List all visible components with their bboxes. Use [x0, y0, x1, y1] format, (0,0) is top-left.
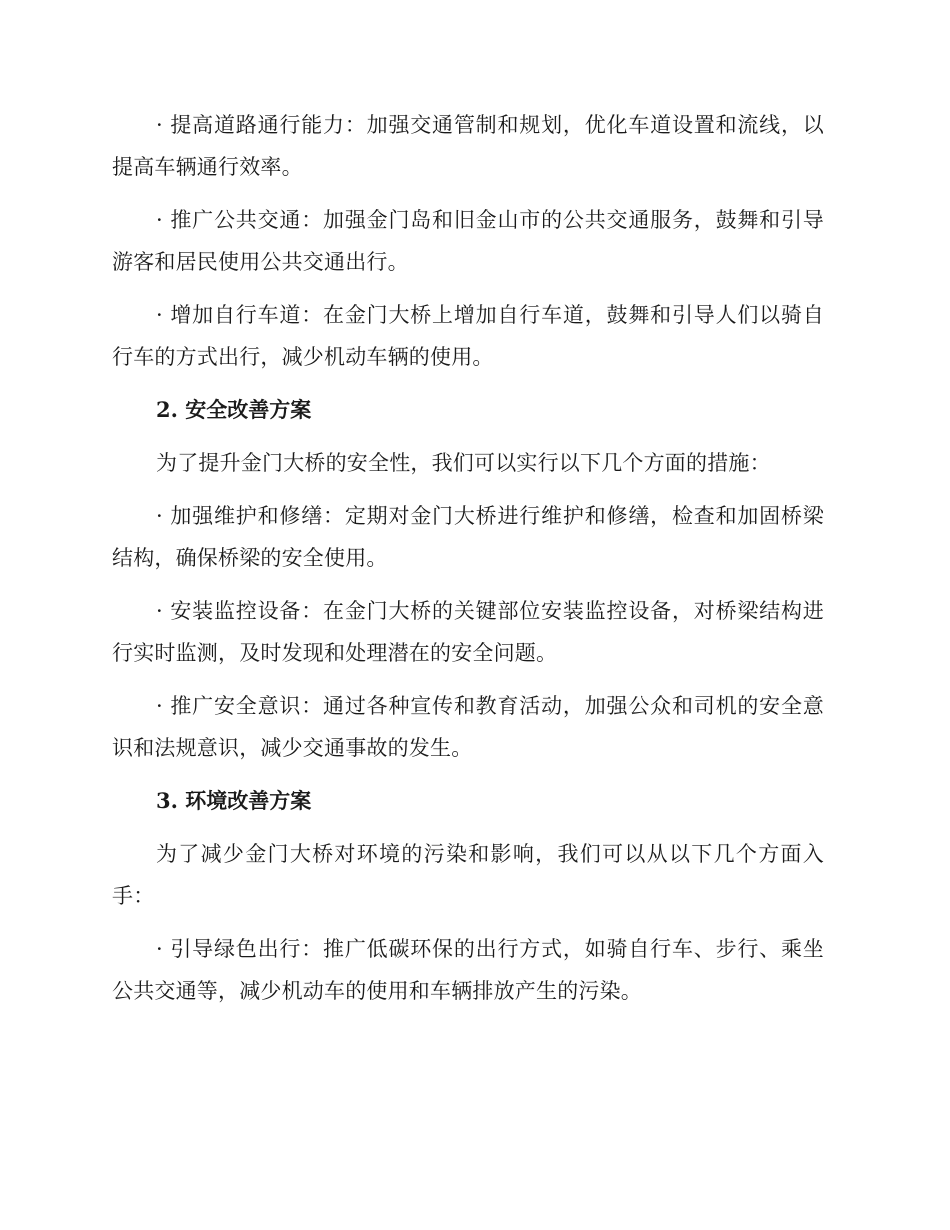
- list-item-maintenance: · 加强维护和修缮：定期对金门大桥进行维护和修缮，检查和加固桥梁结构，确保桥梁的安全使用。: [112, 504, 824, 570]
- list-item-green-travel: · 引导绿色出行：推广低碳环保的出行方式，如骑自行车、步行、乘坐公共交通等，减少机动车的使用和车辆排放产生的污染。: [112, 937, 824, 1003]
- section-intro-safety: 为了提升金门大桥的安全性，我们可以实行以下几个方面的措施：: [156, 451, 771, 475]
- section-heading-environment: 3. 环境改善方案: [156, 788, 312, 813]
- list-item-safety-awareness: · 推广安全意识：通过各种宣传和教育活动，加强公众和司机的安全意识和法规意识，减少交通事故的发生。: [112, 694, 824, 760]
- section-intro-environment: 为了减少金门大桥对环境的污染和影响，我们可以从以下几个方面入手：: [112, 842, 824, 908]
- list-item-monitoring: · 安装监控设备：在金门大桥的关键部位安装监控设备，对桥梁结构进行实时监测，及时发现和处理潜在的安全问题。: [112, 599, 824, 665]
- list-item-road-capacity: · 提高道路通行能力：加强交通管制和规划，优化车道设置和流线，以提高车辆通行效率。: [112, 113, 824, 179]
- list-item-public-transit: · 推广公共交通：加强金门岛和旧金山市的公共交通服务，鼓舞和引导游客和居民使用公共交通出行。: [112, 208, 824, 274]
- document-page: [112, 104, 824, 1023]
- list-item-bike-lane: · 增加自行车道：在金门大桥上增加自行车道，鼓舞和引导人们以骑自行车的方式出行，减少机动车辆的使用。: [112, 303, 824, 369]
- section-heading-safety: 2. 安全改善方案: [156, 397, 312, 422]
